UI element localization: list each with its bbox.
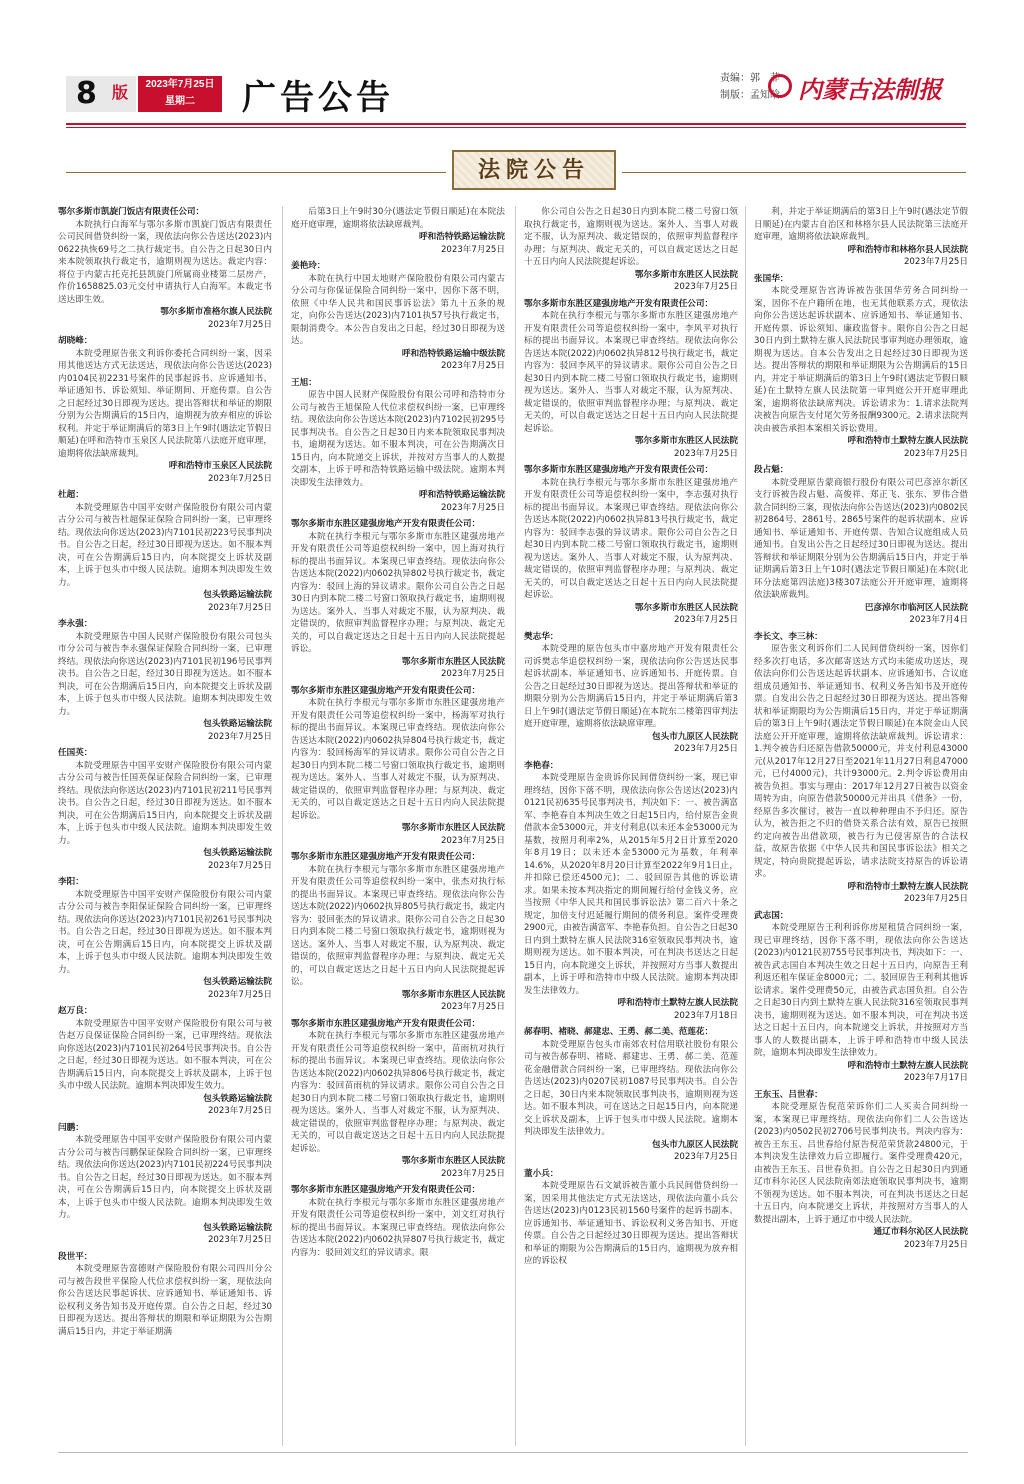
notice-date: 2023年7月25日 — [440, 502, 505, 513]
court-notice — [58, 618, 272, 743]
notice-body: 本院受理原告王利利诉你房屋租赁合同纠纷一案，现已审理终结，因你下落不明，现依法向你公告送达(2023)内0121民初755号民事判决书，判决如下：一、被告武志国自本判决生效之日起十五日内，向原告王利利返还租车保证金8000元；二、驳回原告王利利其他诉讼请求。案件受理费50元，由被告武志国负担。自公告之日起30日内到土默特左旗人民法院316室领取民事判决书，逾期则视为送达。如不服本判决，可在判决书送达之日起十五日内，向本院递交上诉状，并按照对方当事人的人数提出副本，上诉于呼和浩特市中级人民法院，逾期本判决即发生法律效力。 — [754, 923, 968, 1058]
column-1 — [58, 206, 272, 1446]
notice-court: 包头市九原区人民法院 — [652, 731, 738, 742]
notice-body: 本院受理原告金贵诉你民间借贷纠纷一案，现已审理终结，因你下落不明，现依法向你公告送达(2023)内0121民初635号民事判决书，判决如下：一、被告满富军、李艳春自本判决生效之日起15日内，给付原告金贵借款本金53000元，并支付利息(以未还本金53000元为基数，按照月利率2%，从2015年5月2日计算至2020年8月19日；以未还本金53000元为基数，年利率14.6%，从2020年8月20日计算至2022年9月1日止，并扣除已偿还4500元)；二、驳回原告其他的诉讼请求。如果未按本判决指定的期间履行给付金钱义务，应当按照《中华人民共和国民事诉讼法》第二百六十条之规定，加倍支付迟延履行期间的债务利息。案件受理费2900元，由被告满富军、李艳春负担。自公告之日起30日内到土默特左旗人民法院316室领取民事判决书，逾期则视为送达。如不服本判决，可在判决书送达之日起15日内，向本院递交上诉状，并按照对方当事人数提出副本，上诉于呼和浩特市中级人民法院。逾期本判决即发生法律效力。 — [524, 773, 738, 996]
notice-addressee: 樊志华： — [524, 631, 559, 642]
notice-court: 包头铁路运输法院 — [203, 1093, 272, 1104]
notice-date: 2023年7月25日 — [903, 448, 968, 459]
court-notice — [58, 1251, 272, 1339]
notice-body: 你公司自公告之日起30日内到本院二楼二号窗口领取执行裁定书，逾期则视为送达。案外人、当事人对裁定不服，认为原判决、裁定错误的，依照审判监督程序办理；与原判决、裁定无关的，可以自裁定送达之日起十五日内向人民法院提起诉讼。 — [524, 207, 738, 267]
notice-addressee: 鄂尔多斯市东胜区建强房地产开发有限责任公司： — [524, 298, 714, 309]
notice-body: 本院受理原告蒙商银行股份有限公司巴彦淖尔新区支行诉被告段占魁、高俊祥、郑正飞、张东、罗伟合借款合同纠纷三案，现依法向你公告送达(2023)内0802民初2864号、2861号、2865号案件的起诉状副本、应诉通知书、举证通知书、开庭传票、告知合议庭组成人员通知书。自发出公告之日起经过30日即视为送达。提出答辩状和举证期限分别为公告期满后15日内，并定于举证期满后第3日上午10时(遇法定节假日顺延)在本院(北环分法庭第四法庭)3楼307法庭公开开庭审理，逾期将依法缺席裁判。 — [754, 477, 968, 600]
court-notice — [524, 760, 738, 1023]
notice-court: 呼和浩特市土默特左旗人民法院 — [847, 881, 968, 892]
column-3 — [524, 206, 738, 1446]
notice-addressee: 李阳： — [58, 877, 84, 887]
notice-date: 2023年7月25日 — [440, 1168, 505, 1179]
court-notice — [524, 206, 738, 294]
masthead-rule-thin — [66, 127, 966, 128]
court-notice — [58, 335, 272, 485]
court-notice — [754, 273, 968, 461]
notice-addressee: 董小兵： — [524, 1168, 559, 1179]
notice-body: 原告张文利诉你们二人民间借贷纠纷一案，因你们经多次打电话，多次邮寄送达方式均未能成功送达，现依法向你们公告送达起诉状副本、应诉通知书、合议庭组成员通知书、举证通知书、权利义务告知书及开庭传票。自发出公告之日起经过30日即视为送达。提出答辩状和举证期限均为公告期满后15日内，并定于举证期满后的第3日上午9时(遇法定节假日顺延)在本院金山人民法庭公开开庭审理，逾期将依法缺席裁判。诉讼请求：1.判令被告归还原告借款50000元，并支付利息43000元(从2017年12月27日至2021年11月27日利息47000元，已付4000元)，共计93000元。2.判令诉讼费用由被告负担。事实与理由：2017年12月27日被告以资金周转为由，向原告借款50000元并出具《借条》一份，经原告多次催讨，被告一直以种种理由不予归还。原告认为，被告拒之不归的借贷关系合法有效，原告已按照约定向被告出借款项，被告行为已侵害原告的合法权益，故原告依据《中华人民共和国民事诉讼法》相关之规定，特向贵院提起诉讼，请求法院支持原告的诉讼请求。 — [754, 644, 968, 879]
notice-court: 鄂尔多斯市东胜区人民法院 — [634, 602, 738, 613]
notice-date: 2023年7月25日 — [207, 319, 272, 330]
notice-court: 鄂尔多斯市东胜区人民法院 — [634, 269, 738, 280]
notice-addressee: 鄂尔多斯市东胜区建强房地产开发有限责任公司： — [291, 1018, 481, 1029]
court-notice — [524, 1168, 738, 1268]
court-notice — [754, 464, 968, 627]
notice-addressee: 姜艳玲： — [291, 261, 326, 271]
notice-court: 包头市九原区人民法院 — [652, 1139, 738, 1150]
newspaper-logo-icon — [768, 74, 792, 98]
notice-addressee: 段世平： — [58, 1251, 93, 1262]
notice-court: 包头铁路运输法院 — [203, 590, 272, 600]
banner-line-right — [622, 172, 966, 173]
notice-court: 呼和浩特铁路运输法院 — [419, 232, 505, 242]
notice-court: 包头铁路运输法院 — [203, 719, 272, 729]
notice-body: 本院在执行李根元与鄂尔多斯市东胜区建强房地产开发有限责任公司等追偿权纠纷一案中，张杰对执行标的提出书面异议。本案现已审查终结。现依法向你公告送达本院(2022)内0602执异805号执行裁定书，裁定内容为：驳回张杰的异议请求。限你公司自公告之日起30日内到本院二楼二号窗口领取执行裁定书，逾期则视为送达。案外人、当事人对裁定不服，认为原判决、裁定错误的，依照审判监督程序办理；与原判决、裁定无关的，可以自裁定送达之日起十五日内向人民法院提起诉讼。 — [291, 864, 505, 987]
notice-body: 本院在执行李根元与鄂尔多斯市东胜区建强房地产开发有限责任公司等追偿权纠纷一案中，李志强对执行标的提出书面异议。本案现已审查终结。现依法向你公告送达本院(2022)内0602执异813号执行裁定书，裁定内容为：驳回李志强的异议请求。限你公司自公告之日起30日内到本院二楼二号窗口领取执行裁定书，逾期则视为送达。案外人、当事人对裁定不服，认为原判决、裁定错误的，依照审判监督程序办理；与原判决、裁定无关的，可以自裁定送达之日起十五日内向人民法院提起诉讼。 — [524, 477, 738, 600]
court-notice — [58, 747, 272, 872]
court-notice — [754, 910, 968, 1085]
notice-court: 呼和浩特市土默特左旗人民法院 — [847, 1060, 968, 1071]
notice-court: 呼和浩特市土默特左旗人民法院 — [617, 998, 738, 1008]
column-divider — [282, 206, 283, 1446]
notice-court: 鄂尔多斯市东胜区人民法院 — [401, 989, 505, 1000]
notice-addressee: 李永强： — [58, 619, 93, 629]
court-notice — [291, 206, 505, 256]
notice-body: 本院受理原告中国平安财产保险股份有限公司内蒙古分公司与被告杜超保证保险合同纠纷一案，已审理终结。现依法向你送达(2023)内7101民初223号民事判决书。自公告之日起，经过30日即视为送达。如不服本判决，可在公告期满后15日内，向本院提交上诉状及副本，上诉于包头市中级人民法院。逾期本判决即发生效力。 — [58, 502, 272, 588]
notice-court: 呼和浩特市土默特左旗人民法院 — [847, 436, 968, 446]
court-notice — [754, 631, 968, 906]
banner-line-left — [66, 172, 446, 173]
notice-body: 利，并定于举证期满后的第3日上午9时(遇法定节假日顺延)在内蒙古自治区和林格尔县人民法院第三法庭开庭审理，逾期将依法缺席裁判。 — [754, 207, 968, 242]
notice-date: 2023年7月25日 — [440, 669, 505, 679]
notice-body: 本院受理原告中国平安财产保险股份有限公司与被告赵万良保证保险合同纠纷一案，已审理终结。现依法向你送达(2023)内7101民初264号民事判决书。自公告之日起，经过30日即视为送达。如不服本判决，可在公告期满后15日内，向本院提交上诉状及副本，上诉于包头市中级人民法院。逾期本判决即发生效力。 — [58, 1018, 272, 1091]
notice-court: 呼和浩特铁路运输法院 — [419, 490, 505, 500]
notice-body: 本院在执行李根元与鄂尔多斯市东胜区建强房地产开发有限责任公司等追偿权纠纷一案中，杨海军对执行标的提出书面异议。本案现已审查终结。现依法向你公告送达本院(2022)内0602执异804号执行裁定书，裁定内容为：驳回杨海军的异议请求。限你公司自公告之日起30日内到本院二楼二号窗口领取执行裁定书，逾期则视为送达。案外人、当事人对裁定不服，认为原判决、裁定错误的，依照审判监督程序办理；与原判决、裁定无关的，可以自裁定送达之日起十五日内向人民法院提起诉讼。 — [291, 698, 505, 821]
notice-body: 本院受理原告倪范荣诉你们二人买卖合同纠纷一案，本案现已审理终结。现依法向你们二人公告送达(2023)内0502民初2706号民事判决书。判决内容为：被告王东玉、吕世春给付原告倪范荣货款24800元，于本判决发生法律效力后立即履行。案件受理费420元，由被告王东玉、吕世春负担。自公告之日起30日内到通辽市科尔沁区人民法院南郊法庭领取民事判决书，逾期不领视为送达。如不服本判决，可在判决书送达之日起十五日内，向本院递交上诉状，并按照对方当事人的人数提出副本，上诉于通辽市中级人民法院。 — [754, 1102, 968, 1225]
page-number-box — [66, 76, 136, 112]
court-notice — [754, 1089, 968, 1252]
notice-addressee: 段占魁： — [754, 465, 789, 475]
notice-court: 巴彦淖尔市临河区人民法院 — [864, 602, 968, 613]
notice-body: 本院在执行李根元与鄂尔多斯市东胜区建强房地产开发有限责任公司等追偿权纠纷一案中，刘文红对执行标的提出书面异议。本案现已审查终结。现依法向你公告送达本院(2022)内0602执异807号执行裁定书，裁定内容为：驳回刘文红的异议请求。限 — [291, 1197, 505, 1258]
notice-addressee: 鄂尔多斯市东胜区建强房地产开发有限责任公司： — [524, 465, 714, 475]
notice-court: 鄂尔多斯市东胜区人民法院 — [401, 1156, 505, 1166]
court-notice — [291, 377, 505, 515]
notice-date: 2023年7月18日 — [673, 1010, 738, 1021]
column-4 — [754, 206, 968, 1446]
column-2 — [291, 206, 505, 1446]
notice-addressee: 王旭： — [291, 377, 317, 388]
court-notice — [291, 518, 505, 681]
notice-court: 鄂尔多斯市准格尔旗人民法院 — [160, 307, 272, 317]
notice-body: 本院受理原告中国平安财产保险股份有限公司内蒙古分公司与被告闫鹏保证保险合同纠纷一案，已审理终结。现依法向你送达(2023)内7101民初224号民事判决书。自公告之日起，经过30日即视为送达。如不服本判决，可在公告期满后15日内，向本院提交上诉状及副本，上诉于包头市中级人民法院。逾期本判决即发生效力。 — [58, 1135, 272, 1220]
notice-addressee: 胡晓峰： — [58, 336, 93, 346]
issue-weekday: 星期二 — [165, 96, 195, 107]
page-number: 8 — [76, 76, 97, 111]
court-notice — [58, 206, 272, 331]
court-notice — [291, 1018, 505, 1181]
court-notice — [58, 1122, 272, 1247]
notice-body: 本院受理原告中国平安财产保险股份有限公司内蒙古分公司与被告任国英保证保险合同纠纷一案，已审理终结。现依法向你送达(2023)内7101民初211号民事判决书。自公告之日起，经过30日即视为送达。如不服本判决，可在公告期满后15日内，向本院提交上诉状及副本，上诉于包头市中级人民法院。逾期本判决即发生效力。 — [58, 760, 272, 846]
notice-court: 包头铁路运输法院 — [203, 977, 272, 987]
court-notice — [291, 685, 505, 848]
notice-court: 通辽市科尔沁区人民法院 — [873, 1227, 968, 1237]
court-notice — [524, 1026, 738, 1164]
footer-rule — [58, 1452, 968, 1453]
court-notice-banner: 法院公告 — [452, 150, 616, 190]
notice-court: 包头铁路运输法院 — [203, 1222, 272, 1233]
court-notice — [754, 206, 968, 269]
notice-court: 鄂尔多斯市东胜区人民法院 — [634, 436, 738, 446]
notice-body: 本院执行白海军与鄂尔多斯市凯旋门饭店有限责任公司民间借贷纠纷一案，现依法向你公告送达(2023)内0622执恢69号之二执行裁定书。自公告之日起30日内来本院领取执行裁定书，逾期则视为送达。裁定内容：将位于内蒙古托克托县凯旋门所属商业楼第二层房产，作价1658825.03元交付申请执行人白海军。本裁定书送达即生效。 — [58, 219, 272, 305]
notice-addressee: 鄂尔多斯市东胜区建强房地产开发有限责任公司： — [291, 685, 481, 696]
notice-body: 本院受理原告中国平安财产保险股份有限公司内蒙古分公司与被告李阳保证保险合同纠纷一案，已审理终结。现依法向你送达(2023)内7101民初261号民事判决书。自公告之日起，经过30日即视为送达。如不服本判决，可在公告期满后15日内，向本院提交上诉状及副本，上诉于包头市中级人民法院。逾期本判决即发生效力。 — [58, 889, 272, 975]
notice-addressee: 李长文、李三林： — [754, 631, 823, 642]
notice-date: 2023年7月25日 — [673, 744, 738, 754]
notice-date: 2023年7月25日 — [673, 1152, 738, 1162]
notice-court: 鄂尔多斯市东胜区人民法院 — [401, 656, 505, 667]
notice-body: 本院在执行李根元与鄂尔多斯市东胜区建强房地产开发有限责任公司等追偿权纠纷一案中，苗雨杭对执行标的提出书面异议。本案现已审查终结。现依法向你公告送达本院(2022)内0602执异806号执行裁定书，裁定内容为：驳回苗雨杭的异议请求。限你公司自公告之日起30日内到本院二楼二号窗口领取执行裁定书，逾期则视为送达。案外人、当事人对裁定不服，认为原判决、裁定错误的，依照审判监督程序办理；与原判决、裁定无关的，可以自裁定送达之日起十五日内向人民法院提起诉讼。 — [291, 1031, 505, 1154]
notice-court: 包头铁路运输法院 — [203, 848, 272, 858]
notice-body: 本院受理原告富德财产保险股份有限公司四川分公司与被告段世平保险人代位求偿权纠纷一案，现依法向你公告送达民事起诉状、应诉通知书、举证通知书、诉讼权利义务告知书及开庭传票。自公告之日起，经过30日即视为送达。提出答辩状的期限和举证期限为公告期满后15日内，并定于举证期满 — [58, 1264, 272, 1337]
notice-addressee: 王东玉、吕世春： — [754, 1089, 823, 1100]
notice-date: 2023年7月25日 — [207, 1235, 272, 1245]
court-notice — [58, 1005, 272, 1118]
notice-date: 2023年7月25日 — [207, 989, 272, 1000]
notice-addressee: 杜超： — [58, 490, 84, 500]
column-divider — [515, 206, 516, 1446]
notice-date: 2023年7月25日 — [903, 1239, 968, 1250]
notice-date: 2023年7月25日 — [440, 1002, 505, 1012]
producer: 制版：孟知晗 — [720, 90, 780, 101]
notice-body: 本院受理原告石文斌诉被告董小兵民间借贷纠纷一案，因采用其他法定方式无法送达，现依法向董小兵公告送达(2023)内0123民初1560号案件的起诉书副本、应诉通知书、举证通知书、诉讼权利义务告知书、开庭传票。自公告之日起经过30日即视为送达。提出答辩状和举证的期限为公告期满后的15日内，逾期视为放弃相应的诉讼权 — [524, 1181, 738, 1266]
notice-date: 2023年7月17日 — [903, 1073, 968, 1083]
notice-addressee: 张国华： — [754, 273, 789, 284]
notice-body: 原告中国人民财产保险股份有限公司呼和浩特市分公司与被告王旭保险人代位求偿权纠纷一案，已审理终结。现依法向你公告送达本院(2023)内7102民初295号民事判决书。自公告之日起30日内来本院领取民事判决书，逾期视为送达。如不服本判决，可在公告期满次日15日内，向本院递交上诉状，并按对方当事人的人数提交副本，上诉于呼和浩特铁路运输中级法院。逾期本判决即发生法律效力。 — [291, 390, 505, 488]
notice-addressee: 鄂尔多斯市东胜区建强房地产开发有限责任公司： — [291, 519, 481, 529]
notice-date: 2023年7月25日 — [207, 860, 272, 871]
notice-court: 呼和浩特铁路运输中级法院 — [401, 348, 505, 359]
notice-addressee: 鄂尔多斯市东胜区建强房地产开发有限责任公司： — [291, 852, 481, 862]
court-notice — [524, 298, 738, 461]
court-notice — [524, 631, 738, 756]
notice-addressee: 鄂尔多斯市东胜区建强房地产开发有限责任公司： — [291, 1185, 481, 1195]
notice-addressee: 任国英： — [58, 748, 93, 758]
notice-date: 2023年7月4日 — [909, 615, 968, 625]
notice-body: 后第3日上午9时30分(遇法定节假日顺延)在本院法庭开庭审理，逾期将依法缺席裁判。 — [291, 207, 505, 230]
notice-date: 2023年7月25日 — [440, 244, 505, 255]
notice-body: 本院在执行李根元与鄂尔多斯市东胜区建强房地产开发有限责任公司等追偿权纠纷一案中，因上海对执行标的提出书面异议。本案现已审查终结。现依法向你公告送达本院(2022)内0602执异802号执行裁定书，裁定内容为：驳回上海的异议请求。限你公司自公告之日起30日内到本院二楼二号窗口领取执行裁定书，逾期则视为送达。案外人、当事人对裁定不服，认为原判决、裁定错误的，依照审判监督程序办理；与原判决、裁定无关的，可以自裁定送达之日起十五日内向人民法院提起诉讼。 — [291, 531, 505, 654]
notice-date: 2023年7月25日 — [440, 361, 505, 371]
notice-addressee: 武志国： — [754, 910, 789, 921]
column-divider — [745, 206, 746, 1446]
court-notice — [524, 464, 738, 627]
issue-date: 2023年7月25日 — [145, 79, 215, 90]
notice-date: 2023年7月25日 — [207, 602, 272, 613]
masthead — [66, 70, 966, 120]
notice-body: 本院在执行中国太地财产保险股份有限公司内蒙古分公司与你保证保险合同纠纷一案中，因你下落不明，依照《中华人民共和国民事诉讼法》第九十五条的规定，向你公告送达(2023)内7101执57号执行裁定书，限制消费令。本公告自发出之日起，经过30日即视为送达。 — [291, 273, 505, 346]
newspaper-logo: 内蒙古法制报 — [798, 75, 942, 104]
notice-court: 呼和浩特市玉泉区人民法院 — [168, 461, 272, 471]
notice-columns — [58, 206, 968, 1446]
notice-body: 本院受理原告宫涛诉被告张国华劳务合同纠纷一案，因你不在户籍所在地，也无其他联系方式，现依法向你公告送达起诉状副本、应诉通知书、举证通知书、开庭传票、诉讼须知、廉政监督卡。限你自公告之日起30日内到土默特左旗人民法院民事审判庭办理领取，逾期视为送达。自本公告发出之日起经过30日即视为送达。提出答辩状的期限和举证期限为公告期满后的15日内，并定于举证期满后的第3日上午9时(遇法定节假日顺延)在土默特左旗人民法院第一审判庭公开开庭审理此案，逾期将依法缺席判决。诉讼请求为：1.请求法院判决被告向原告支付尾欠劳务报酬9300元。2.请求法院判决由被告承担本案相关诉讼费用。 — [754, 286, 968, 434]
masthead-rule — [66, 123, 966, 125]
notice-addressee: 鄂尔多斯市凯旋门饭店有限责任公司： — [58, 207, 205, 217]
court-notice — [291, 260, 505, 373]
notice-addressee: 李艳春： — [524, 760, 559, 771]
notice-date: 2023年7月25日 — [207, 731, 272, 742]
court-notice — [291, 851, 505, 1014]
notice-body: 本院在执行李根元与鄂尔多斯市东胜区建强房地产开发有限责任公司等追偿权纠纷一案中，李风平对执行标的提出书面异议。本案现已审查终结。现依法向你公告送达本院(2022)内0602执异812号执行裁定书，裁定内容为：驳回李风平的异议请求。限你公司自公告之日起30日内到本院二楼二号窗口领取执行裁定书，逾期则视为送达。案外人、当事人对裁定不服，认为原判决、裁定错误的，依照审判监督程序办理；与原判决、裁定无关的，可以自裁定送达之日起十五日内向人民法院提起诉讼。 — [524, 311, 738, 434]
court-notice — [291, 1184, 505, 1259]
notice-court: 鄂尔多斯市东胜区人民法院 — [401, 823, 505, 833]
notice-addressee: 赵万良： — [58, 1006, 93, 1016]
editor: 责编：郭 菲 — [720, 73, 780, 84]
notice-date: 2023年7月25日 — [673, 615, 738, 625]
notice-date: 2023年7月25日 — [903, 894, 968, 904]
notice-date: 2023年7月25日 — [673, 448, 738, 459]
notice-body: 本院受理原告中国人民财产保险股份有限公司包头市分公司与被告李永强保证保险合同纠纷一案，已审理终结。现依法向你送达(2023)内7101民初196号民事判决书。自公告之日起，经过30日即视为送达。如不服本判决，可在公告期满后15日内，向本院提交上诉状及副本，上诉于包头市中级人民法院。逾期本判决即发生效力。 — [58, 631, 272, 717]
notice-date: 2023年7月25日 — [207, 473, 272, 484]
notice-date: 2023年7月25日 — [903, 257, 968, 267]
page-label: 版 — [112, 83, 129, 102]
section-title: 广告公告 — [242, 78, 394, 118]
notice-date: 2023年7月25日 — [440, 835, 505, 846]
notice-body: 本院受理原告张文利诉你委托合同纠纷一案，因采用其他送达方式无法送达，现依法向你公告送达(2023)内0104民初2231号案件的民事起诉书、应诉通知书、举证通知书、诉讼须知、举证期间、开庭传票。自公告之日起经过30日即视为送达。提出答辩状和举证的期限分别为公告期满后的15日内，逾期视为放弃相应的诉讼权利。并定于举证期满后的第3日上午9时(遇法定节假日顺延)在呼和浩特市玉泉区人民法院第八法庭开庭审理，逾期将依法缺席裁判。 — [58, 348, 272, 459]
court-notice — [58, 489, 272, 614]
notice-addressee: 闫鹏： — [58, 1122, 84, 1133]
notice-date: 2023年7月25日 — [673, 282, 738, 292]
notice-date: 2023年7月25日 — [207, 1106, 272, 1116]
notice-body: 本院受理原告包头市南郊农村信用联社股份有限公司与被告郝春明、褚晓、郝建忠、王勇、郝二美、范莲花金融借款合同纠纷一案，已审理终结。现依法向你公告送达(2023)内0207民初1087号民事判决书。自公告之日起，30日内来本院领取民事判决书，逾期则视为送达。如不服本判决，可在送达之日起15日内，向本院递交上诉状及副本，上诉于包头市中级人民法院。逾期本判决即发生法律效力。 — [524, 1039, 738, 1137]
notice-body: 本院受理的原告包头市中嘉房地产开发有限责任公司诉樊志华追偿权纠纷一案，现依法向你公告送达民事起诉状副本、举证通知书、应诉通知书、开庭传票。自公告之日起经过30日即视为送达。提出答辩状和举证的期限分别为公告期满后15日内，并定于举证期满后第3日上午9时(遇法定节假日顺延)在本院东二楼第四审判法庭开庭审理，逾期将依法缺席审理。 — [524, 644, 738, 729]
notice-court: 呼和浩特市和林格尔县人民法院 — [847, 244, 968, 255]
date-box — [138, 76, 222, 112]
notice-addressee: 郝春明、褚晓、郝建忠、王勇、郝二美、范莲花： — [524, 1027, 714, 1037]
court-notice — [58, 876, 272, 1001]
